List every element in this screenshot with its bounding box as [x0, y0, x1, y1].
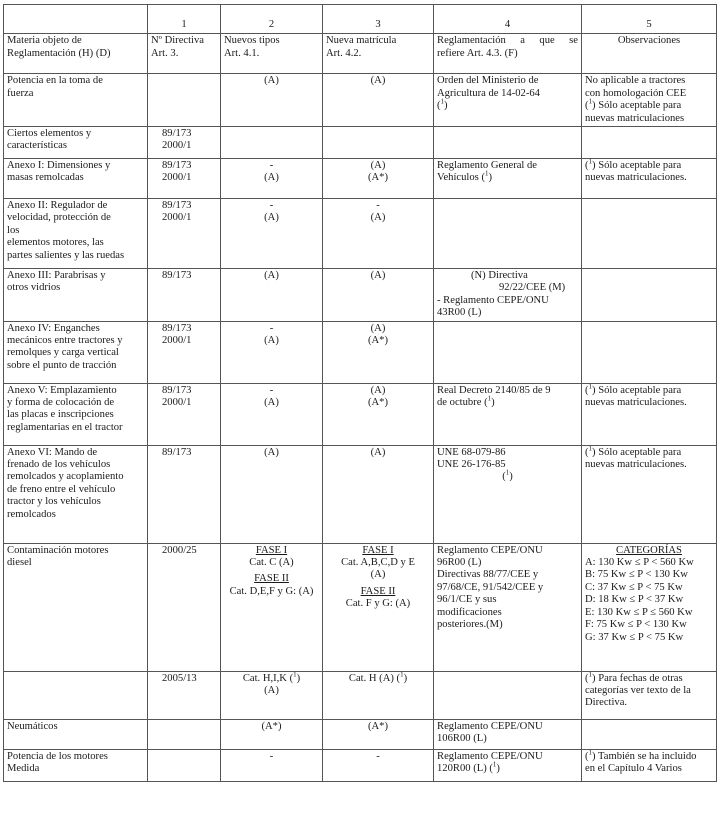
cell-observaciones — [582, 543, 717, 671]
cell-observaciones — [582, 749, 717, 781]
table-row — [4, 383, 717, 445]
cell-text: Potencia de los motores — [7, 750, 108, 762]
cell-text: Cat. F y G: (A) — [345, 598, 411, 610]
cell-observaciones — [582, 719, 717, 749]
cell-text: Anexo I: Dimensiones y — [7, 160, 111, 172]
cell-text: 2000/1 — [162, 335, 192, 347]
cell-text: y forma de colocación de — [7, 397, 115, 409]
cell-text: G: 37 Kw ≤ P < 75 Kw — [585, 631, 684, 643]
cell-text: Cat. A,B,C,D y E — [341, 557, 415, 569]
cell-text: remolcados y acoplamiento — [7, 471, 124, 483]
cell-observaciones — [582, 383, 717, 445]
cell-nueva-matricula — [323, 127, 434, 159]
cell-observaciones — [582, 671, 717, 719]
cell-text: de freno entre el vehículo — [7, 483, 116, 495]
table-row — [4, 199, 717, 269]
cell-text: ($^1$) Sólo aceptable para — [585, 383, 682, 396]
header-number-cell: 4 — [434, 5, 582, 34]
header-text: Materia objeto de — [7, 35, 82, 47]
cell-nuevos-tipos — [221, 719, 323, 749]
cell-text: categorías ver texto de la — [585, 685, 691, 697]
header-text: Reglamentación (H) (D) — [7, 47, 111, 59]
cell-text: (A) — [264, 335, 279, 347]
cell-text: remolcados — [7, 508, 56, 520]
cell-text: Anexo V: Emplazamiento — [7, 384, 117, 396]
table-row — [4, 269, 717, 322]
header-materia — [4, 34, 148, 74]
cell-text: - — [269, 750, 274, 762]
cell-text: las placas e inscripciones — [7, 409, 114, 421]
cell-materia — [4, 671, 148, 719]
regulation-table-body — [4, 5, 717, 782]
cell-text: nuevas matriculaciones. — [585, 172, 687, 184]
header-text: Observaciones — [617, 35, 681, 47]
cell-observaciones — [582, 127, 717, 159]
header-label-row — [4, 34, 717, 74]
cell-reglamentacion — [434, 543, 582, 671]
cell-text: (A) — [264, 270, 279, 282]
cell-text: reglamentarias en el tractor — [7, 421, 123, 433]
cell-text: ($^1$) Para fechas de otras — [585, 671, 683, 684]
cell-text: ($^1$) También se ha incluido — [585, 749, 697, 762]
cell-directiva — [148, 543, 221, 671]
cell-reglamentacion — [434, 719, 582, 749]
cell-text: (A) — [370, 212, 386, 224]
cell-reglamentacion — [434, 321, 582, 383]
cell-text: B: 75 Kw ≤ P < 130 Kw — [585, 569, 688, 581]
cell-text: ($^1$) Sólo aceptable para — [585, 445, 682, 458]
header-number-cell — [4, 5, 148, 34]
cell-text: Neumáticos — [7, 720, 58, 732]
cell-text: otros vidrios — [7, 282, 61, 294]
cell-materia — [4, 445, 148, 543]
cell-text: (A) — [370, 569, 386, 581]
cell-reglamentacion — [434, 749, 582, 781]
cell-observaciones — [582, 199, 717, 269]
cell-directiva — [148, 74, 221, 127]
cell-nueva-matricula — [323, 159, 434, 199]
table-row — [4, 159, 717, 199]
cell-text: velocidad, protección de — [7, 212, 111, 224]
cell-observaciones — [582, 321, 717, 383]
cell-text: Potencia en la toma de — [7, 75, 103, 87]
cell-text: FASE II — [360, 585, 396, 597]
cell-text: en el Capítulo 4 Varios — [585, 763, 682, 775]
cell-text: C: 37 Kw ≤ P < 75 Kw — [585, 581, 683, 593]
cell-text: E: 130 Kw ≤ P ≤ 560 Kw — [585, 606, 693, 618]
cell-text: 92/22/CEE (M) — [499, 282, 566, 294]
cell-text: 89/173 — [162, 270, 192, 282]
cell-text: mecánicos entre tractores y — [7, 335, 123, 347]
cell-text: Anexo III: Parabrisas y — [7, 270, 106, 282]
cell-nuevos-tipos — [221, 543, 323, 671]
header-directiva — [148, 34, 221, 74]
header-nueva-matricula — [323, 34, 434, 74]
cell-nuevos-tipos — [221, 749, 323, 781]
cell-nueva-matricula — [323, 383, 434, 445]
cell-text: Reglamento CEPE/ONU — [437, 720, 543, 732]
cell-materia — [4, 383, 148, 445]
cell-text: Ciertos elementos y — [7, 128, 92, 140]
cell-text: 43R00 (L) — [437, 307, 482, 319]
table-row — [4, 719, 717, 749]
cell-text: nuevas matriculaciones. — [585, 459, 687, 471]
cell-directiva — [148, 383, 221, 445]
table-row — [4, 127, 717, 159]
cell-nuevos-tipos — [221, 671, 323, 719]
cell-materia — [4, 749, 148, 781]
cell-directiva — [148, 269, 221, 322]
cell-text: Cat. D,E,F y G: (A) — [229, 585, 314, 597]
cell-text: - — [269, 322, 274, 334]
cell-text: No aplicable a tractores — [585, 75, 686, 87]
cell-text: nuevas matriculaciones — [585, 112, 685, 124]
cell-text: 89/173 — [162, 128, 192, 140]
cell-nuevos-tipos — [221, 269, 323, 322]
cell-text: Anexo VI: Mando de — [7, 446, 98, 458]
table-row — [4, 74, 717, 127]
cell-text: 96/1/CE y sus — [437, 594, 497, 606]
cell-text: 120R00 (L) ($^1$) — [437, 760, 500, 775]
cell-text: (A) — [264, 685, 279, 697]
cell-text: (A) — [370, 160, 386, 172]
cell-nuevos-tipos — [221, 159, 323, 199]
header-text: Reglamentación a que se — [437, 35, 578, 47]
cell-materia — [4, 74, 148, 127]
cell-text: D: 18 Kw ≤ P < 37 Kw — [585, 594, 684, 606]
cell-text: frenado de los vehículos — [7, 459, 111, 471]
cell-text: - — [376, 750, 380, 762]
cell-reglamentacion — [434, 127, 582, 159]
cell-text: (A) — [264, 172, 279, 184]
cell-text: 106R00 (L) — [437, 733, 487, 745]
cell-text: (A) — [264, 75, 279, 87]
cell-materia — [4, 199, 148, 269]
header-text: Nueva matrícula — [326, 35, 397, 47]
cell-text: partes salientes y las ruedas — [7, 249, 125, 261]
cell-nuevos-tipos — [221, 383, 323, 445]
table-row — [4, 321, 717, 383]
cell-text: tractor y los vehículos — [7, 496, 101, 508]
cell-directiva — [148, 445, 221, 543]
header-reglamentacion — [434, 34, 582, 74]
regulation-table — [3, 4, 717, 782]
cell-text: 2000/25 — [162, 544, 197, 556]
cell-materia — [4, 127, 148, 159]
cell-text: 89/173 — [162, 200, 192, 212]
cell-text: (A) — [264, 397, 279, 409]
cell-nuevos-tipos — [221, 445, 323, 543]
cell-text: fuerza — [7, 87, 34, 99]
cell-text: nuevas matriculaciones. — [585, 397, 687, 409]
cell-nueva-matricula — [323, 671, 434, 719]
cell-text: (A*) — [367, 335, 388, 347]
cell-reglamentacion — [434, 199, 582, 269]
cell-directiva — [148, 719, 221, 749]
header-text: Art. 3. — [151, 47, 179, 59]
cell-directiva — [148, 321, 221, 383]
cell-nueva-matricula — [323, 321, 434, 383]
cell-text: Cat. H (A) ($^1$) — [348, 671, 408, 684]
cell-text: 2000/1 — [162, 172, 192, 184]
cell-text: Real Decreto 2140/85 de 9 — [437, 384, 551, 396]
cell-text: A: 130 Kw ≤ P < 560 Kw — [585, 557, 694, 569]
cell-text: de octubre ($^1$) — [437, 394, 495, 409]
cell-text: FASE II — [254, 573, 289, 585]
header-number-cell: 1 — [148, 5, 221, 34]
cell-text: FASE I — [362, 544, 394, 556]
cell-text: (N) Directiva — [471, 270, 528, 282]
cell-materia — [4, 719, 148, 749]
cell-nueva-matricula — [323, 719, 434, 749]
cell-text: (A*) — [367, 720, 388, 732]
cell-text: 2000/1 — [162, 397, 192, 409]
cell-text: Anexo IV: Enganches — [7, 322, 100, 334]
cell-text: - — [269, 200, 274, 212]
header-observaciones — [582, 34, 717, 74]
cell-text: UNE 68-079-86 — [437, 446, 506, 458]
header-text: refiere Art. 4.3. (F) — [437, 47, 518, 59]
cell-text: posteriores.(M) — [437, 619, 503, 631]
cell-text: Cat. H,I,K ($^1$) — [242, 671, 301, 684]
cell-reglamentacion — [434, 671, 582, 719]
cell-text: con homologación CEE — [585, 87, 687, 99]
cell-text: 89/173 — [162, 446, 192, 458]
cell-materia — [4, 159, 148, 199]
cell-directiva — [148, 199, 221, 269]
cell-text: 2000/1 — [162, 140, 192, 152]
header-text: Nº Directiva — [151, 35, 204, 47]
cell-text: 89/173 — [162, 322, 192, 334]
cell-text: ($^1$) — [502, 468, 513, 483]
header-text: Art. 4.1. — [224, 47, 260, 59]
table-row — [4, 445, 717, 543]
cell-text: Anexo II: Regulador de — [7, 200, 108, 212]
cell-text: (A*) — [261, 720, 282, 732]
cell-text: ($^1$) Sólo aceptable para — [585, 158, 682, 172]
cell-text: 89/173 — [162, 384, 192, 396]
cell-text: 89/173 — [162, 160, 192, 172]
cell-text: Reglamento CEPE/ONU — [437, 544, 543, 556]
cell-directiva — [148, 159, 221, 199]
cell-text: (A) — [370, 270, 386, 282]
cell-text: sobre el punto de tracción — [7, 359, 117, 371]
cell-nueva-matricula — [323, 199, 434, 269]
cell-nueva-matricula — [323, 543, 434, 671]
cell-text: ($^1$) — [437, 97, 448, 112]
cell-text: (A*) — [367, 172, 388, 184]
cell-reglamentacion — [434, 383, 582, 445]
header-number-cell: 3 — [323, 5, 434, 34]
cell-reglamentacion — [434, 159, 582, 199]
cell-text: diesel — [7, 557, 32, 569]
cell-text: (A*) — [367, 397, 388, 409]
cell-text: Orden del Ministerio de — [437, 75, 539, 87]
cell-reglamentacion — [434, 269, 582, 322]
cell-reglamentacion — [434, 74, 582, 127]
cell-text: Cat. C (A) — [249, 557, 294, 569]
header-nuevos-tipos — [221, 34, 323, 74]
header-text: Art. 4.2. — [326, 47, 362, 59]
header-number-cell: 5 — [582, 5, 717, 34]
cell-text: ($^1$) Sólo aceptable para — [585, 97, 682, 112]
cell-text: - — [269, 384, 274, 396]
cell-text: (A) — [370, 446, 386, 458]
cell-text: Agricultura de 14-02-64 — [437, 87, 540, 99]
cell-text: los — [7, 224, 20, 236]
cell-text: elementos motores, las — [7, 237, 104, 249]
cell-text: (A) — [370, 322, 386, 334]
cell-nuevos-tipos — [221, 74, 323, 127]
cell-text: características — [7, 140, 67, 152]
cell-text: Directivas 88/77/CEE y — [437, 569, 539, 581]
cell-text: (A) — [370, 75, 386, 87]
cell-text: 2005/13 — [162, 672, 197, 684]
cell-text: - — [376, 200, 380, 212]
cell-nueva-matricula — [323, 445, 434, 543]
cell-materia — [4, 321, 148, 383]
cell-observaciones — [582, 445, 717, 543]
table-row — [4, 671, 717, 719]
cell-text: Vehículos ($^1$) — [437, 169, 492, 184]
cell-materia — [4, 543, 148, 671]
cell-nueva-matricula — [323, 269, 434, 322]
cell-text: 97/68/CE, 91/542/CEE y — [437, 581, 544, 593]
cell-text: modificaciones — [437, 606, 502, 618]
cell-text: Reglamento General de — [437, 160, 538, 172]
cell-text: - — [269, 160, 274, 172]
header-text: Nuevos tipos — [224, 35, 280, 47]
cell-reglamentacion — [434, 445, 582, 543]
cell-text: FASE I — [255, 544, 288, 556]
cell-nuevos-tipos — [221, 321, 323, 383]
cell-text: - Reglamento CEPE/ONU — [437, 294, 549, 306]
cell-observaciones — [582, 159, 717, 199]
cell-text: CATEGORÍAS — [616, 544, 682, 556]
cell-text: Directiva. — [585, 697, 628, 709]
cell-directiva — [148, 749, 221, 781]
cell-nueva-matricula — [323, 749, 434, 781]
cell-text: (A) — [370, 384, 386, 396]
cell-observaciones — [582, 269, 717, 322]
cell-nuevos-tipos — [221, 199, 323, 269]
cell-materia — [4, 269, 148, 322]
cell-text: 96R00 (L) — [437, 557, 482, 569]
cell-text: UNE 26-176-85 — [437, 459, 506, 471]
cell-nueva-matricula — [323, 74, 434, 127]
cell-directiva — [148, 127, 221, 159]
table-row — [4, 749, 717, 781]
cell-text: remolques y carga vertical — [7, 347, 119, 359]
cell-text: F: 75 Kw ≤ P < 130 Kw — [585, 619, 687, 631]
cell-directiva — [148, 671, 221, 719]
cell-text: Contaminación motores — [7, 544, 109, 556]
cell-text: Medida — [7, 763, 40, 775]
cell-nuevos-tipos — [221, 127, 323, 159]
cell-text: (A) — [264, 446, 279, 458]
cell-text: Reglamento CEPE/ONU — [437, 750, 543, 762]
header-number-cell: 2 — [221, 5, 323, 34]
header-number-row — [4, 5, 717, 34]
cell-text: 2000/1 — [162, 212, 192, 224]
cell-text: masas remolcadas — [7, 172, 84, 184]
cell-text: (A) — [264, 212, 279, 224]
cell-observaciones — [582, 74, 717, 127]
table-row — [4, 543, 717, 671]
